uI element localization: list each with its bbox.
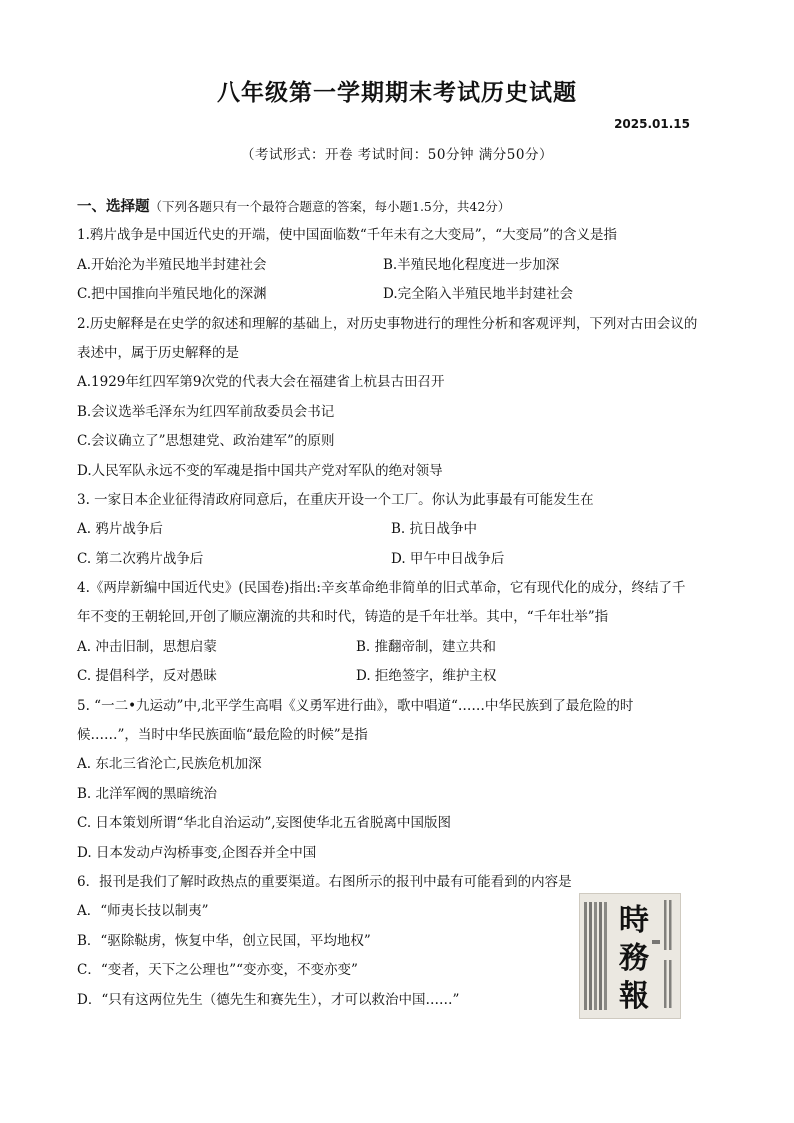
question-1-options-row1 bbox=[77, 251, 727, 280]
question-6-stem: 6．报刊是我们了解时政热点的重要渠道。右图所示的报刊中最有可能看到的内容是 bbox=[77, 873, 572, 890]
section-heading bbox=[77, 192, 727, 221]
question-3-option-b: B. 抗日战争中 bbox=[391, 521, 478, 538]
question-2-stem-line1: 2.历史解释是在史学的叙述和理解的基础上，对历史事物进行的理性分析和客观评判，下列对古田会议的 bbox=[77, 315, 698, 332]
section-title: 一、选择题 bbox=[77, 199, 150, 215]
question-1-option-a: A.开始沦为半殖民地半封建社会 bbox=[77, 256, 267, 273]
question-6-option-a: A．“师夷长技以制夷” bbox=[77, 903, 209, 920]
question-3-option-d: D. 甲午中日战争后 bbox=[391, 550, 505, 567]
question-1-option-b: B.半殖民地化程度进一步加深 bbox=[383, 256, 560, 273]
question-2-option-c: C.会议确立了”思想建党、政治建军”的原则 bbox=[77, 433, 335, 450]
question-2-option-d: D.人民军队永远不变的军魂是指中国共产党对军队的绝对领导 bbox=[77, 462, 443, 479]
question-4-option-a: A. 冲击旧制，思想启蒙 bbox=[77, 638, 217, 655]
question-4-options-row1 bbox=[77, 633, 727, 662]
question-2-option-b: B.会议选举毛泽东为红四军前敌委员会书记 bbox=[77, 403, 335, 420]
exam-info: （考试形式：开卷 考试时间：50分钟 满分50分） bbox=[241, 147, 553, 163]
newspaper-cover-graphic bbox=[580, 894, 680, 1018]
masthead-char-2: 務 bbox=[619, 941, 649, 976]
question-3-option-c: C. 第二次鸦片战争后 bbox=[77, 550, 204, 567]
question-list bbox=[77, 192, 727, 1015]
question-6-option-b: B．“驱除鞑虏，恢复中华，创立民国，平均地权” bbox=[77, 932, 371, 949]
question-3-options-row1 bbox=[77, 515, 727, 544]
question-3-option-a: A. 鸦片战争后 bbox=[77, 521, 163, 538]
question-2-stem-line2: 表述中，属于历史解释的是 bbox=[77, 344, 239, 361]
newspaper-image bbox=[579, 893, 681, 1019]
question-5-stem-line1: 5. “一二•九运动”中,北平学生高唱《义勇军进行曲》，歌中唱道“……中华民族到了最危险的时 bbox=[77, 697, 634, 714]
question-3-options-row2 bbox=[77, 545, 727, 574]
question-4-option-c: C. 提倡科学，反对愚昧 bbox=[77, 668, 217, 685]
question-4-options-row2 bbox=[77, 662, 727, 691]
question-5-option-b: B. 北洋军阀的黑暗统治 bbox=[77, 785, 218, 802]
question-1-options-row2 bbox=[77, 280, 727, 309]
question-6-option-d: D．“只有这两位先生（德先生和赛先生），才可以救治中国……” bbox=[77, 991, 460, 1008]
question-6-option-c: C．“变者，天下之公理也”“变亦变，不变亦变” bbox=[77, 962, 358, 979]
question-1-stem: 1.鸦片战争是中国近代史的开端，使中国面临数“千年未有之大变局”，“大变局”的含义是指 bbox=[77, 227, 617, 244]
exam-title: 八年级第一学期期末考试历史试题 bbox=[217, 80, 577, 106]
section-note: （下列各题只有一个最符合题意的答案，每小题1.5分，共42分） bbox=[149, 199, 511, 214]
question-1-option-c: C.把中国推向半殖民地化的深渊 bbox=[77, 286, 267, 303]
question-5-stem-line2: 候……”，当时中华民族面临“最危险的时候”是指 bbox=[77, 727, 368, 744]
question-5-option-d: D. 日本发动卢沟桥事变,企图吞并全中国 bbox=[77, 844, 317, 861]
question-3-stem: 3. 一家日本企业征得清政府同意后，在重庆开设一个工厂。你认为此事最有可能发生在 bbox=[77, 491, 594, 508]
question-5-option-c: C. 日本策划所谓“华北自治运动”,妄图使华北五省脱离中国版图 bbox=[77, 815, 452, 832]
question-4-option-b: B. 推翻帝制，建立共和 bbox=[356, 638, 497, 655]
question-1-option-d: D.完全陷入半殖民地半封建社会 bbox=[383, 286, 574, 303]
masthead-char-3: 報 bbox=[619, 979, 649, 1014]
question-4-stem-line2: 年不变的王朝轮回,开创了顺应潮流的共和时代，铸造的是千年壮举。其中，“千年壮举”指 bbox=[77, 609, 609, 626]
question-5-option-a: A. 东北三省沦亡,民族危机加深 bbox=[77, 756, 262, 773]
exam-date: 2025.01.15 bbox=[614, 117, 690, 131]
question-4-stem-line1: 4.《两岸新编中国近代史》(民国卷)指出:辛亥革命绝非简单的旧式革命，它有现代化的成分，终结了千 bbox=[77, 580, 686, 597]
question-4-option-d: D. 拒绝签字，维护主权 bbox=[356, 668, 497, 685]
question-2-option-a: A.1929年红四军第9次党的代表大会在福建省上杭县古田召开 bbox=[77, 374, 445, 391]
masthead-char-1: 時 bbox=[619, 903, 649, 938]
